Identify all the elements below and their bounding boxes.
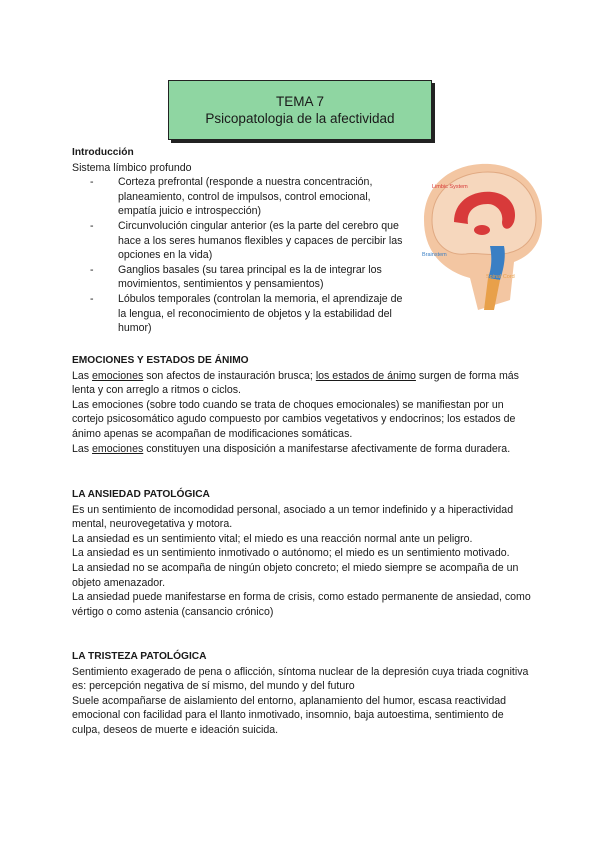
emociones-section bbox=[72, 354, 532, 456]
emociones-paragraph: Las emociones (sobre todo cuando se trata de choques emocionales) se manifiestan por un cortejo psicosomático agudo compuesto por cambios vegetativos y endocrinos; los estados de ánimo apenas se acompañan de modificaciones somáticas. bbox=[72, 398, 516, 440]
ansiedad-paragraph: Es un sentimiento de incomodidad personal, asociado a un temor indefinido y a hiperactividad mental, neurovegetativa y motora. bbox=[72, 503, 514, 531]
bullet-dash: - bbox=[90, 263, 94, 276]
label-limbic: Limbic System bbox=[432, 184, 468, 190]
emociones-heading: EMOCIONES Y ESTADOS DE ÁNIMO bbox=[72, 355, 249, 366]
topic-title: Psicopatologia de la afectividad bbox=[205, 111, 395, 126]
list-item: - Circunvolución cingular anterior (es la parte del cerebro que hace a los seres humanos flexibles y capaces de percibir las opciones en la vida) bbox=[90, 219, 403, 262]
emociones-paragraph: Las emociones son afectos de instauración brusca; los estados de ánimo surgen de forma más lenta y con arreglo a ritmos o ciclos. bbox=[72, 369, 519, 397]
amygdala bbox=[474, 225, 490, 235]
ansiedad-paragraph: La ansiedad es un sentimiento inmotivado o autónomo; el miedo es un sentimiento motivado. bbox=[72, 547, 510, 560]
ansiedad-paragraph: La ansiedad es un sentimiento vital; el miedo es una reacción normal ante un peligro. bbox=[72, 532, 473, 545]
list-item: - Ganglios basales (su tarea principal es la de integrar los movimientos, sentimientos y pensamientos) bbox=[90, 263, 382, 291]
bullet-dash: - bbox=[90, 219, 94, 232]
title-box bbox=[168, 80, 432, 140]
label-brainstem: Brainstem bbox=[422, 252, 447, 258]
tristeza-heading: LA TRISTEZA PATOLÓGICA bbox=[72, 651, 207, 662]
ansiedad-heading: LA ANSIEDAD PATOLÓGICA bbox=[72, 489, 210, 500]
bullet-dash: - bbox=[90, 176, 94, 189]
ansiedad-section bbox=[72, 488, 532, 619]
ansiedad-paragraph: La ansiedad puede manifestarse en forma de crisis, como estado permanente de ansiedad, como vértigo o como astenia (cansancio crónico) bbox=[72, 591, 531, 618]
ansiedad-paragraph: La ansiedad no se acompaña de ningún objeto concreto; el miedo siempre se acompaña de un objeto amenazador. bbox=[72, 561, 519, 589]
bullet-dash: - bbox=[90, 292, 94, 305]
topic-number: TEMA 7 bbox=[275, 94, 324, 109]
list-item: - Corteza prefrontal (responde a nuestra concentración, planeamiento, control de impulsos, control emocional, empatía juicio e introspección) bbox=[90, 176, 373, 218]
intro-heading: Introducción bbox=[72, 147, 134, 158]
intro-subheading: Sistema límbico profundo bbox=[72, 161, 192, 174]
label-spinal: Spinal Cord bbox=[486, 274, 515, 280]
tristeza-paragraph: Sentimiento exagerado de pena o aflicción, síntoma nuclear de la depresión cuya triada cognitiva es: percepción negativa de sí mismo, del mundo y del futuro bbox=[72, 665, 529, 693]
brain-diagram bbox=[418, 160, 546, 316]
list-item: - Lóbulos temporales (controlan la memoria, el aprendizaje de la lengua, el reconocimiento de objetos y la estabilidad del humor) bbox=[90, 292, 403, 335]
emociones-paragraph: Las emociones constituyen una disposición a manifestarse afectivamente de forma duradera. bbox=[72, 442, 511, 455]
tristeza-paragraph: Suele acompañarse de aislamiento del entorno, aplanamiento del humor, escasa reactividad emocional con facilidad para el llanto inmotivado, insomnio, baja autoestima, sentimiento de culpa, deseos de muerte e ideación suicida. bbox=[72, 694, 507, 736]
tristeza-section bbox=[72, 650, 532, 738]
